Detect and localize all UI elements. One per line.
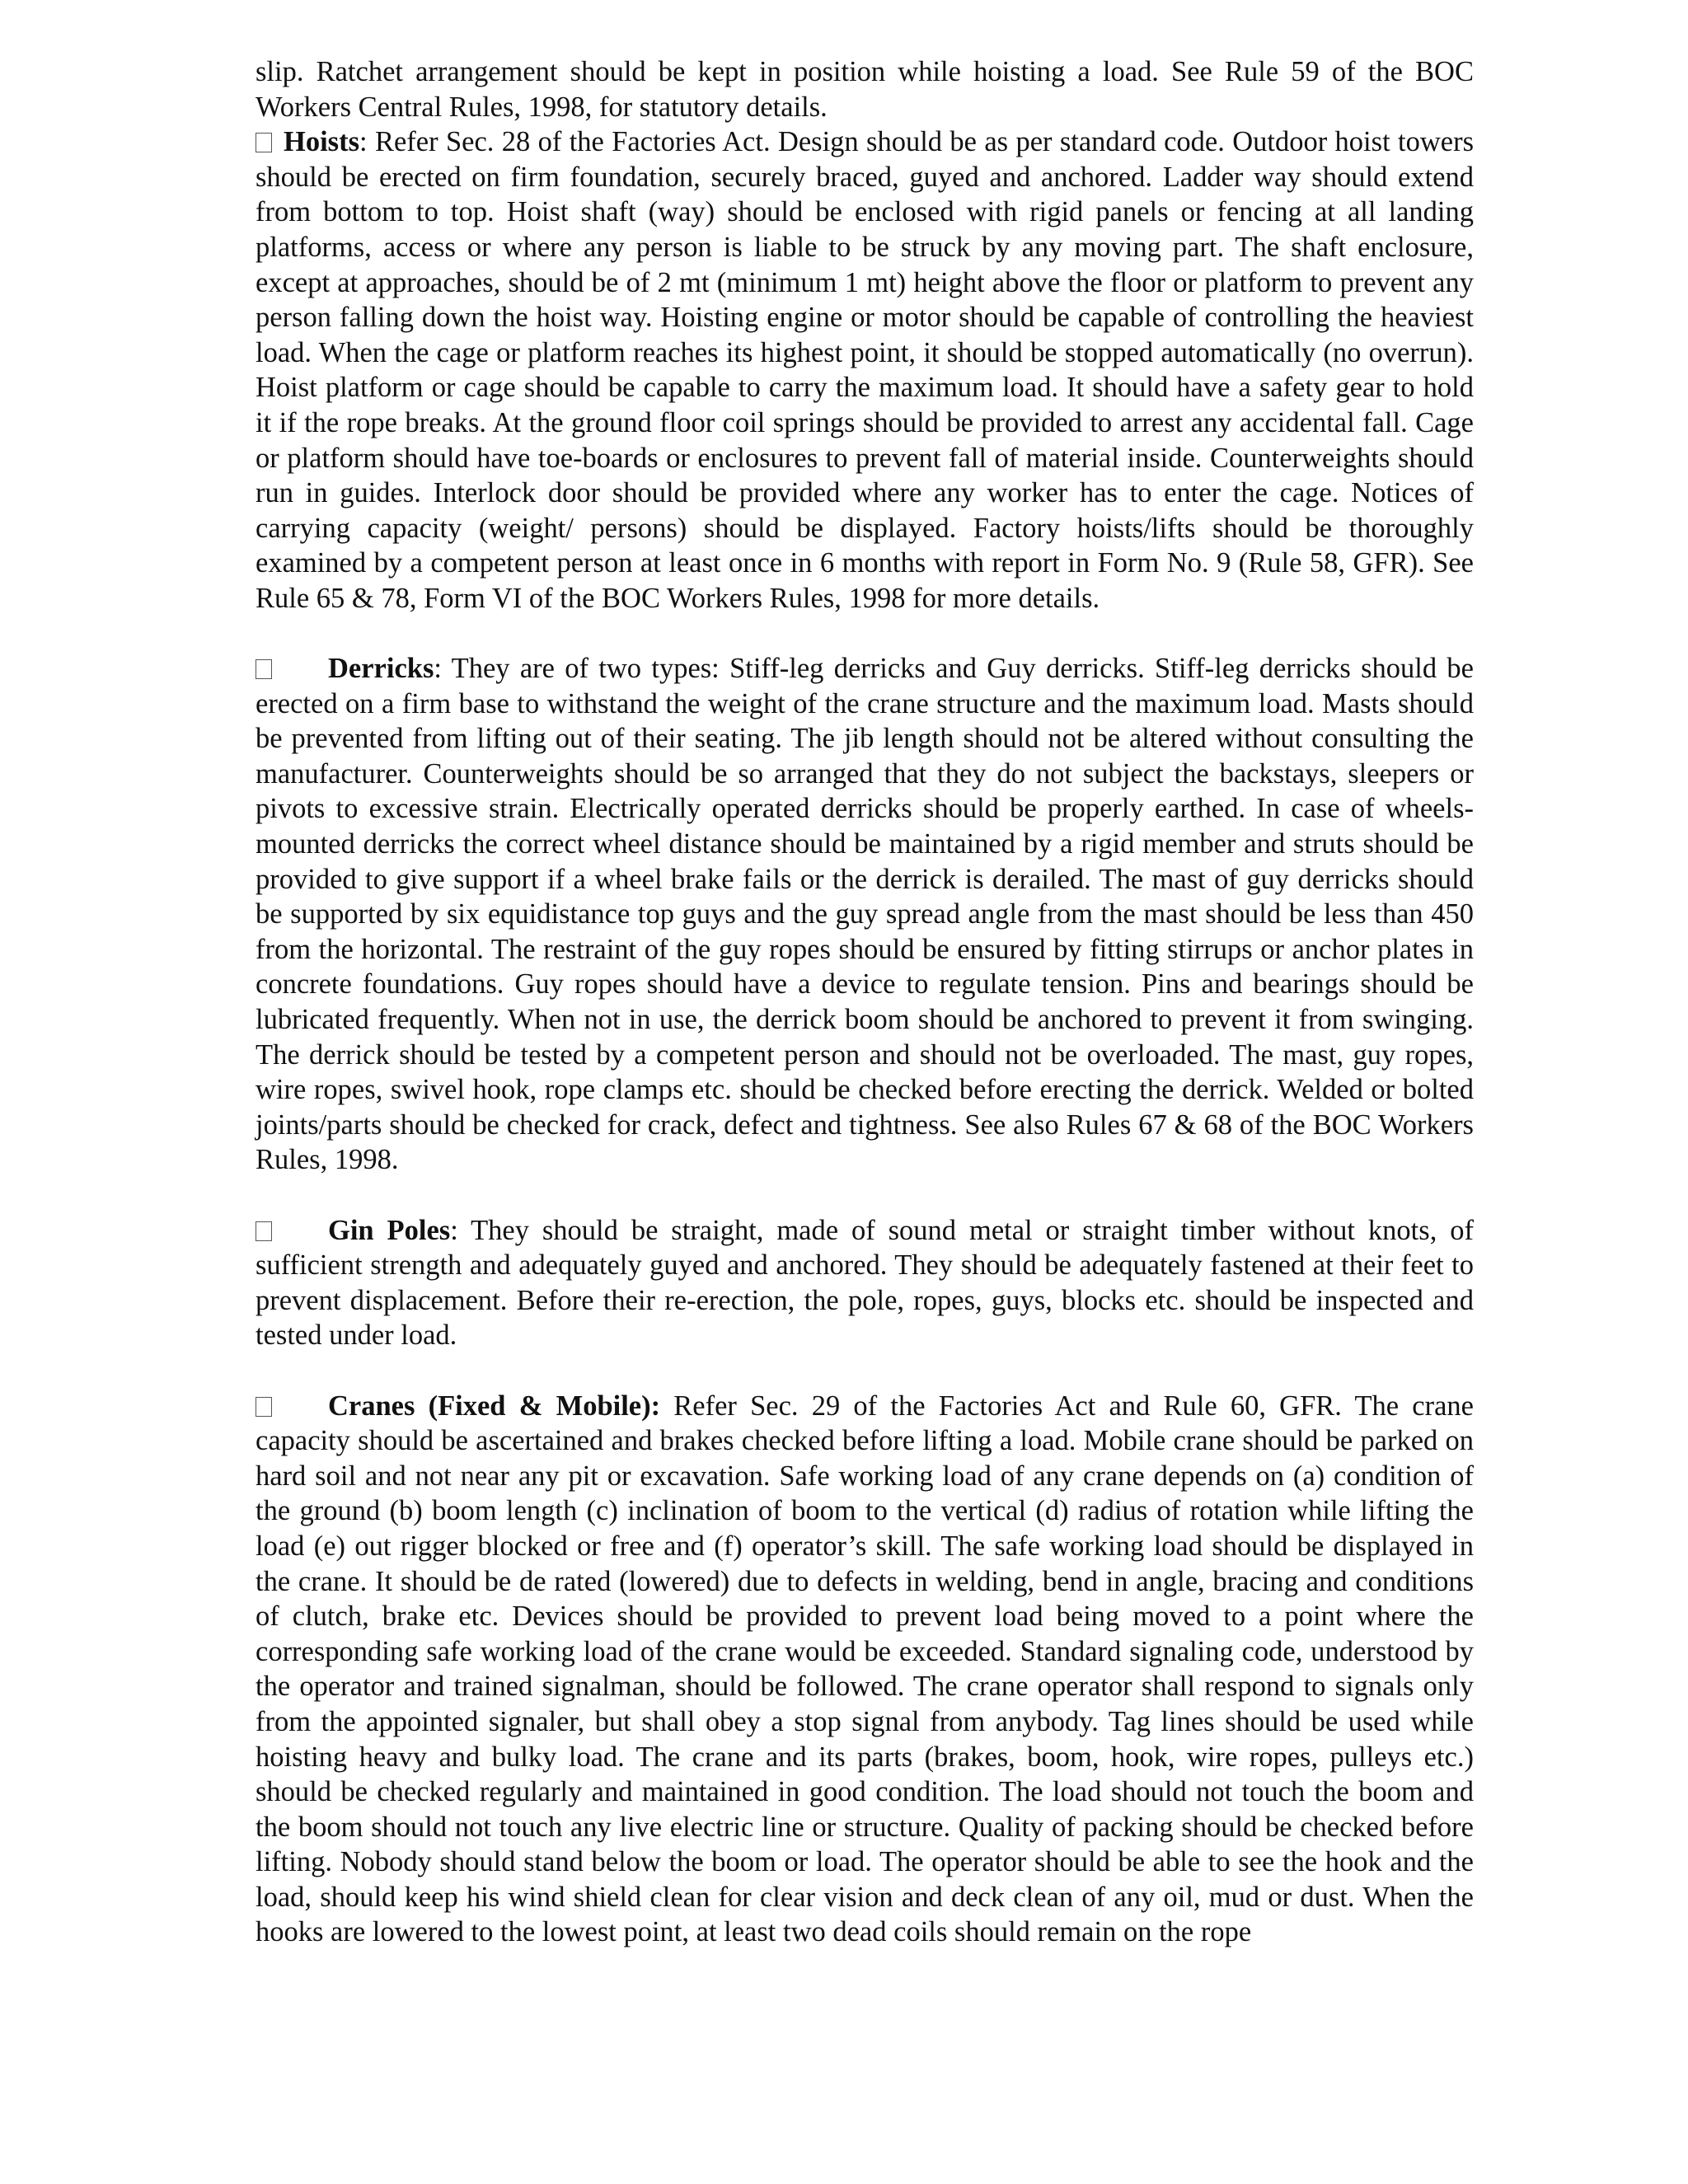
heading-hoists: Hoists	[284, 126, 360, 158]
paragraph-cranes-text: Refer Sec. 29 of the Factories Act and Rule 60, GFR. The crane capacity should be ascertained and brakes checked before lifting a load. Mobile crane should be parked on hard soil and not near any pit or excavation. Safe working load of any crane depends on (a) condition of the ground (b) boom length (c) inclination of boom to the vertical (d) radius of rotation while lifting the load (e) out rigger blocked or free and (f) operator’s skill. The safe working load should be displayed in the crane. It should be de rated (lowered) due to defects in welding, bend in angle, bracing and conditions of clutch, brake etc. Devices should be provided to prevent load being moved to a point where the corresponding safe working load of the crane would be exceeded. Standard signaling code, understood by the operator and trained signalman, should be followed. The crane operator shall respond to signals only from the appointed signaler, but shall obey a stop signal from anybody. Tag lines should be used while hoisting heavy and bulky load. The crane and its parts (brakes, boom, hook, wire ropes, pulleys etc.) should be checked regularly and maintained in good condition. The load should not touch the boom and the boom should not touch any live electric line or structure. Quality of packing should be checked before lifting. Nobody should stand below the boom or load. The operator should be able to see the hook and the load, should keep his wind shield clean for clear vision and deck clean of any oil, mud or dust. When the hooks are lowered to the lowest point, at least two dead coils should remain on the rope	[256, 1390, 1474, 1948]
paragraph-derricks-text: : They are of two types: Stiff-leg derricks and Guy derricks. Stiff-leg derricks should be erected on a firm base to withstand the weight of the crane structure and the maximum load. Masts should be prevented from lifting out of their seating. The jib length should not be altered without consulting the manufacturer. Counterweights should be so arranged that they do not subject the backstays, sleepers or pivots to excessive strain. Electrically operated derricks should be properly earthed. In case of wheels-mounted derricks the correct wheel distance should be maintained by a rigid member and struts should be provided to give support if a wheel brake fails or the derrick is derailed. The mast of guy derricks should be supported by six equidistance top guys and the guy spread angle from the mast should be less than 450 from the horizontal. The restraint of the guy ropes should be ensured by fitting stirrups or anchor plates in concrete foundations. Guy ropes should have a device to regulate tension. Pins and bearings should be lubricated frequently. When not in use, the derrick boom should be anchored to prevent it from swinging. The derrick should be tested by a competent person and should not be overloaded. The mast, guy ropes, wire ropes, swivel hook, rope clamps etc. should be checked before erecting the derrick. Welded or bolted joints/parts should be checked for crack, defect and tightness. See also Rules 67 & 68 of the BOC Workers Rules, 1998.	[256, 653, 1474, 1176]
document-page	[256, 54, 1474, 1950]
paragraph-gin-poles	[256, 1213, 1474, 1353]
heading-cranes: Cranes (Fixed & Mobile):	[328, 1390, 661, 1422]
paragraph-gin-poles-text: : They should be straight, made of sound metal or straight timber without knots, of sufficient strength and adequately guyed and anchored. They should be adequately fastened at their feet to prevent displacement. Before their re-erection, the pole, ropes, guys, blocks etc. should be inspected and tested under load.	[256, 1214, 1474, 1352]
heading-gin-poles: Gin Poles	[328, 1214, 451, 1246]
paragraph-cranes	[256, 1389, 1474, 1951]
checkbox-bullet-icon	[256, 1221, 272, 1241]
paragraph-derricks	[256, 651, 1474, 1178]
paragraph-intro	[256, 54, 1474, 124]
heading-derricks: Derricks	[328, 653, 434, 685]
checkbox-bullet-icon	[256, 133, 272, 152]
paragraph-hoists	[256, 124, 1474, 616]
paragraph-intro-text: slip. Ratchet arrangement should be kept in position while hoisting a load. See Rule 59 of the BOC Workers Central Rules, 1998, for statutory details.	[256, 56, 1474, 123]
checkbox-bullet-icon	[256, 659, 272, 679]
paragraph-hoists-text: : Refer Sec. 28 of the Factories Act. Design should be as per standard code. Outdoor hoist towers should be erected on firm foundation, securely braced, guyed and anchored. Ladder way should extend from bottom to top. Hoist shaft (way) should be enclosed with rigid panels or fencing at all landing platforms, access or where any person is liable to be struck by any moving part. The shaft enclosure, except at approaches, should be of 2 mt (minimum 1 mt) height above the floor or platform to prevent any person falling down the hoist way. Hoisting engine or motor should be capable of controlling the heaviest load. When the cage or platform reaches its highest point, it should be stopped automatically (no overrun). Hoist platform or cage should be capable to carry the maximum load. It should have a safety gear to hold it if the rope breaks. At the ground floor coil springs should be provided to arrest any accidental fall. Cage or platform should have toe-boards or enclosures to prevent fall of material inside. Counterweights should run in guides. Interlock door should be provided where any worker has to enter the cage. Notices of carrying capacity (weight/ persons) should be displayed. Factory hoists/lifts should be thoroughly examined by a competent person at least once in 6 months with report in Form No. 9 (Rule 58, GFR). See Rule 65 & 78, Form VI of the BOC Workers Rules, 1998 for more details.	[256, 126, 1474, 614]
checkbox-bullet-icon	[256, 1397, 272, 1417]
